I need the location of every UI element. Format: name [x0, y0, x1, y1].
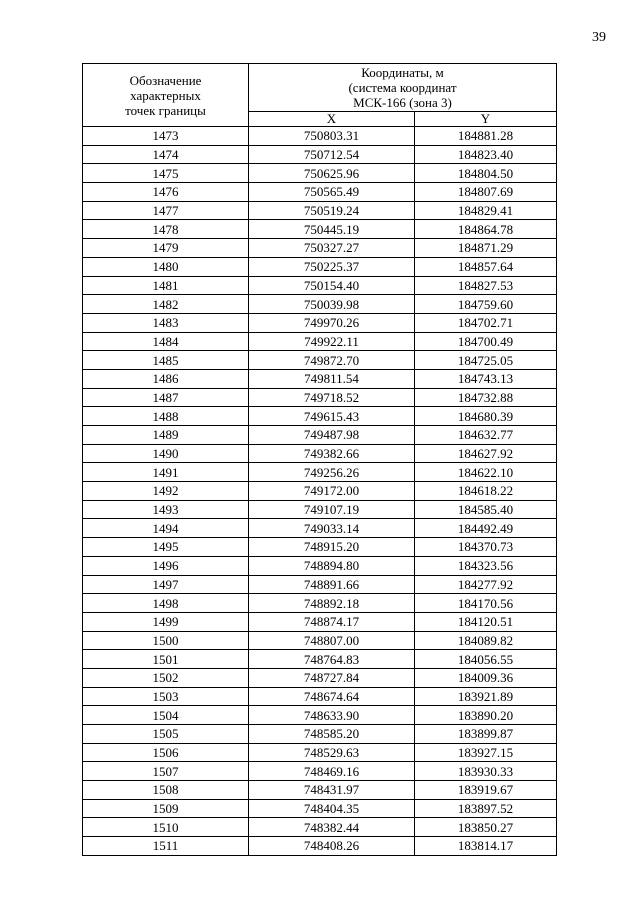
x-coordinate-cell: 749172.00 — [249, 482, 415, 501]
x-coordinate-cell: 749872.70 — [249, 351, 415, 370]
point-id-cell: 1498 — [83, 594, 249, 613]
point-label-line-1: Обозначение — [129, 72, 202, 88]
y-coordinate-cell: 183890.20 — [415, 706, 557, 725]
y-coordinate-cell: 184585.40 — [415, 500, 557, 519]
point-id-cell: 1501 — [83, 650, 249, 669]
coords-label-line-3: МСК-166 (зона 3) — [353, 95, 452, 110]
y-coordinate-cell: 184323.56 — [415, 556, 557, 575]
y-coordinate-cell: 184492.49 — [415, 519, 557, 538]
x-coordinate-cell: 748382.44 — [249, 818, 415, 837]
table-row — [83, 482, 557, 501]
coords-group-header — [249, 64, 557, 112]
x-coordinate-cell: 748585.20 — [249, 725, 415, 744]
table-row — [83, 295, 557, 314]
table-row — [83, 444, 557, 463]
point-id-cell: 1485 — [83, 351, 249, 370]
page-number: 39 — [592, 30, 606, 45]
table-row — [83, 706, 557, 725]
point-id-cell: 1508 — [83, 781, 249, 800]
y-coordinate-cell: 184857.64 — [415, 257, 557, 276]
table-row — [83, 145, 557, 164]
table-row — [83, 743, 557, 762]
x-coordinate-cell: 749033.14 — [249, 519, 415, 538]
x-coordinate-cell: 749107.19 — [249, 500, 415, 519]
x-coordinate-cell: 748529.63 — [249, 743, 415, 762]
table-row — [83, 799, 557, 818]
point-id-cell: 1505 — [83, 725, 249, 744]
x-coordinate-cell: 750445.19 — [249, 220, 415, 239]
point-id-cell: 1477 — [83, 201, 249, 220]
point-id-cell: 1492 — [83, 482, 249, 501]
point-id-cell: 1503 — [83, 687, 249, 706]
point-id-cell: 1490 — [83, 444, 249, 463]
point-id-cell: 1502 — [83, 668, 249, 687]
table-row — [83, 687, 557, 706]
point-id-cell: 1511 — [83, 837, 249, 856]
table-row — [83, 500, 557, 519]
y-coordinate-cell: 184827.53 — [415, 276, 557, 295]
x-coordinate-cell: 748633.90 — [249, 706, 415, 725]
point-id-cell: 1483 — [83, 313, 249, 332]
point-id-cell: 1504 — [83, 706, 249, 725]
point-id-cell: 1497 — [83, 575, 249, 594]
table-row — [83, 650, 557, 669]
x-coordinate-cell: 750327.27 — [249, 239, 415, 258]
table-row — [83, 725, 557, 744]
y-coordinate-cell: 184056.55 — [415, 650, 557, 669]
table-row — [83, 612, 557, 631]
table-row — [83, 631, 557, 650]
y-coordinate-cell: 184804.50 — [415, 164, 557, 183]
table-row — [83, 351, 557, 370]
point-id-cell: 1506 — [83, 743, 249, 762]
y-coordinate-cell: 184700.49 — [415, 332, 557, 351]
x-coordinate-cell: 749970.26 — [249, 313, 415, 332]
table-row — [83, 463, 557, 482]
y-coordinate-cell: 184743.13 — [415, 369, 557, 388]
x-coordinate-cell: 749922.11 — [249, 332, 415, 351]
coords-label-line-1: Координаты, м — [361, 65, 444, 80]
y-coordinate-cell: 184089.82 — [415, 631, 557, 650]
point-id-cell: 1478 — [83, 220, 249, 239]
table-row — [83, 276, 557, 295]
y-coordinate-cell: 184732.88 — [415, 388, 557, 407]
table-row — [83, 201, 557, 220]
y-coordinate-cell: 183930.33 — [415, 762, 557, 781]
y-coordinate-cell: 184759.60 — [415, 295, 557, 314]
x-coordinate-cell: 748431.97 — [249, 781, 415, 800]
point-id-cell: 1486 — [83, 369, 249, 388]
y-coordinate-cell: 184702.71 — [415, 313, 557, 332]
table-row — [83, 407, 557, 426]
table-row — [83, 313, 557, 332]
table-row — [83, 369, 557, 388]
y-coordinate-cell: 184807.69 — [415, 183, 557, 202]
coords-label-line-2: (система координат — [348, 80, 457, 95]
x-coordinate-cell: 750803.31 — [249, 127, 415, 146]
point-id-cell: 1507 — [83, 762, 249, 781]
point-id-cell: 1479 — [83, 239, 249, 258]
x-coordinate-cell: 749382.66 — [249, 444, 415, 463]
x-coordinate-cell: 748894.80 — [249, 556, 415, 575]
x-coordinate-cell: 748404.35 — [249, 799, 415, 818]
y-coordinate-cell: 183919.67 — [415, 781, 557, 800]
table-row — [83, 332, 557, 351]
point-id-cell: 1510 — [83, 818, 249, 837]
point-id-cell: 1482 — [83, 295, 249, 314]
table-row — [83, 164, 557, 183]
x-coordinate-cell: 749811.54 — [249, 369, 415, 388]
y-coordinate-cell: 184632.77 — [415, 426, 557, 445]
x-coordinate-cell: 749256.26 — [249, 463, 415, 482]
table-row — [83, 556, 557, 575]
table-row — [83, 762, 557, 781]
y-coordinate-cell: 184622.10 — [415, 463, 557, 482]
x-column-header: X — [249, 112, 415, 127]
x-coordinate-cell: 750039.98 — [249, 295, 415, 314]
point-id-cell: 1493 — [83, 500, 249, 519]
x-coordinate-cell: 749487.98 — [249, 426, 415, 445]
point-id-cell: 1499 — [83, 612, 249, 631]
point-label-line-3: точек границы — [125, 102, 206, 118]
y-coordinate-cell: 184881.28 — [415, 127, 557, 146]
y-coordinate-cell: 183899.87 — [415, 725, 557, 744]
point-label-line-2: характерных — [130, 87, 201, 103]
table-row — [83, 239, 557, 258]
x-coordinate-cell: 750225.37 — [249, 257, 415, 276]
x-coordinate-cell: 748727.84 — [249, 668, 415, 687]
x-coordinate-cell: 748408.26 — [249, 837, 415, 856]
y-coordinate-cell: 184725.05 — [415, 351, 557, 370]
y-coordinate-cell: 184823.40 — [415, 145, 557, 164]
y-column-header: Y — [415, 112, 557, 127]
table-row — [83, 519, 557, 538]
point-id-cell: 1496 — [83, 556, 249, 575]
y-coordinate-cell: 184829.41 — [415, 201, 557, 220]
table-row — [83, 594, 557, 613]
x-coordinate-cell: 748915.20 — [249, 538, 415, 557]
y-coordinate-cell: 183897.52 — [415, 799, 557, 818]
y-coordinate-cell: 184871.29 — [415, 239, 557, 258]
table-body — [83, 127, 557, 856]
x-coordinate-cell: 750519.24 — [249, 201, 415, 220]
point-id-cell: 1500 — [83, 631, 249, 650]
y-coordinate-cell: 184680.39 — [415, 407, 557, 426]
point-id-cell: 1484 — [83, 332, 249, 351]
x-coordinate-cell: 748892.18 — [249, 594, 415, 613]
point-id-cell: 1491 — [83, 463, 249, 482]
table-row — [83, 781, 557, 800]
x-coordinate-cell: 748469.16 — [249, 762, 415, 781]
x-coordinate-cell: 748764.83 — [249, 650, 415, 669]
y-coordinate-cell: 184627.92 — [415, 444, 557, 463]
x-coordinate-cell: 748807.00 — [249, 631, 415, 650]
y-coordinate-cell: 184618.22 — [415, 482, 557, 501]
y-coordinate-cell: 183814.17 — [415, 837, 557, 856]
y-coordinate-cell: 184120.51 — [415, 612, 557, 631]
point-id-cell: 1480 — [83, 257, 249, 276]
table-row — [83, 426, 557, 445]
point-label-header — [83, 64, 249, 127]
point-id-cell: 1481 — [83, 276, 249, 295]
y-coordinate-cell: 183921.89 — [415, 687, 557, 706]
point-id-cell: 1476 — [83, 183, 249, 202]
table-row — [83, 538, 557, 557]
point-id-cell: 1473 — [83, 127, 249, 146]
table-row — [83, 837, 557, 856]
y-coordinate-cell: 184864.78 — [415, 220, 557, 239]
point-id-cell: 1489 — [83, 426, 249, 445]
x-coordinate-cell: 748874.17 — [249, 612, 415, 631]
table-row — [83, 818, 557, 837]
table-row — [83, 668, 557, 687]
y-coordinate-cell: 183850.27 — [415, 818, 557, 837]
point-id-cell: 1475 — [83, 164, 249, 183]
table-row — [83, 220, 557, 239]
table-row — [83, 183, 557, 202]
header-row-1 — [83, 64, 557, 112]
x-coordinate-cell: 750565.49 — [249, 183, 415, 202]
y-coordinate-cell: 183927.15 — [415, 743, 557, 762]
y-coordinate-cell: 184370.73 — [415, 538, 557, 557]
x-coordinate-cell: 749718.52 — [249, 388, 415, 407]
point-id-cell: 1509 — [83, 799, 249, 818]
table-row — [83, 257, 557, 276]
x-coordinate-cell: 748674.64 — [249, 687, 415, 706]
y-coordinate-cell: 184277.92 — [415, 575, 557, 594]
point-id-cell: 1488 — [83, 407, 249, 426]
table-row — [83, 575, 557, 594]
point-id-cell: 1495 — [83, 538, 249, 557]
x-coordinate-cell: 750154.40 — [249, 276, 415, 295]
table-row — [83, 388, 557, 407]
table-row — [83, 127, 557, 146]
y-coordinate-cell: 184170.56 — [415, 594, 557, 613]
x-coordinate-cell: 750712.54 — [249, 145, 415, 164]
point-id-cell: 1487 — [83, 388, 249, 407]
x-coordinate-cell: 748891.66 — [249, 575, 415, 594]
coordinates-table — [82, 63, 557, 856]
table-header — [83, 64, 557, 127]
point-id-cell: 1474 — [83, 145, 249, 164]
y-coordinate-cell: 184009.36 — [415, 668, 557, 687]
x-coordinate-cell: 750625.96 — [249, 164, 415, 183]
point-id-cell: 1494 — [83, 519, 249, 538]
x-coordinate-cell: 749615.43 — [249, 407, 415, 426]
